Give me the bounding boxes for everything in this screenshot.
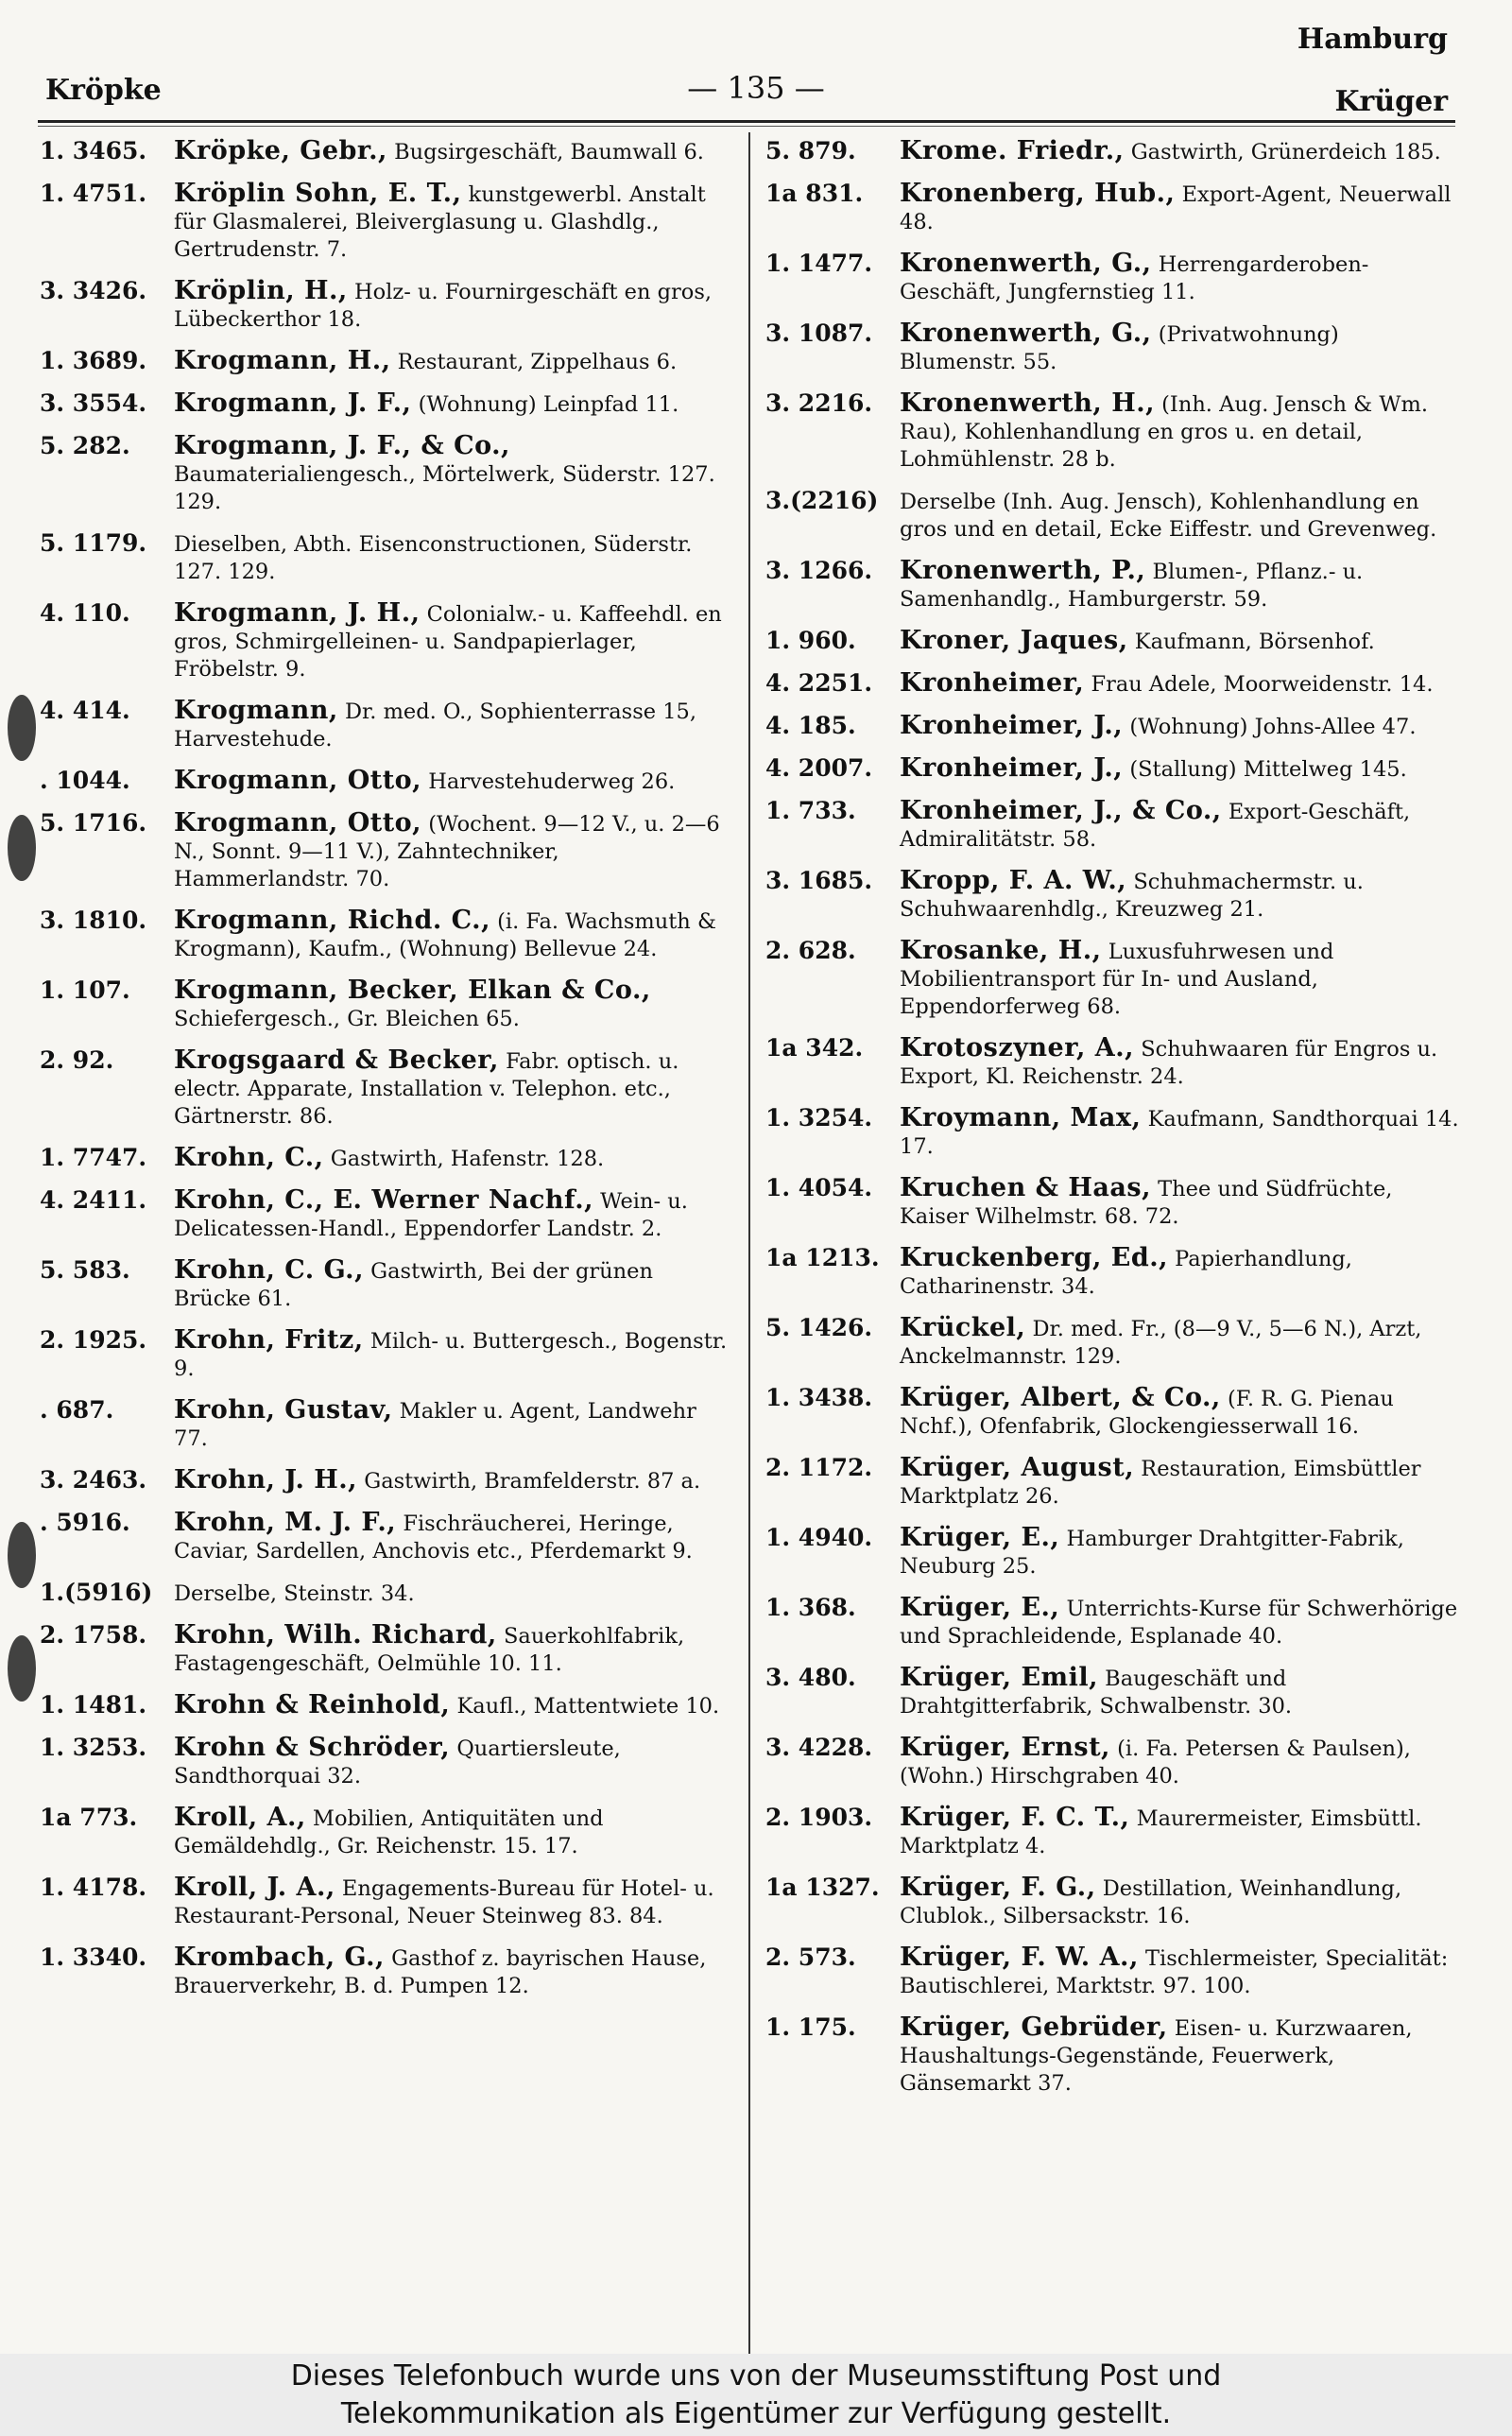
- entry-phone-number: 1. 3254.: [765, 1104, 873, 1132]
- entry-name: Krüger, Emil,: [900, 1663, 1099, 1692]
- directory-entry: [40, 697, 730, 753]
- entry-description: Tischlermeister, Specialität: Bautischlerei, Marktstr. 97. 100.: [900, 1946, 1449, 1998]
- directory-entry: [765, 1804, 1460, 1860]
- entry-name: Kronenwerth, G.,: [900, 319, 1152, 348]
- entry-description: Derselbe (Inh. Aug. Jensch), Kohlenhandlung en gros und en detail, Ecke Eiffestr. und Grevenweg.: [900, 490, 1437, 542]
- entry-name: Krohn, Fritz,: [174, 1325, 364, 1355]
- directory-entry: [765, 669, 1460, 699]
- directory-entry: [40, 1466, 730, 1495]
- entry-name: Krohn, C. G.,: [174, 1255, 364, 1285]
- page-header: [0, 0, 1512, 123]
- entry-description: kunstgewerbl. Anstalt für Glasmalerei, Bleiverglasung u. Glashdlg., Gertrudenstr. 7.: [174, 182, 706, 262]
- directory-entry: [765, 557, 1460, 613]
- entry-phone-number: 4. 414.: [40, 697, 130, 724]
- directory-entry: [40, 180, 730, 264]
- footer-notice: [0, 2354, 1512, 2436]
- entry-phone-number: 3. 2463.: [40, 1466, 147, 1494]
- right-column: [765, 137, 1460, 2111]
- entry-description: Makler u. Agent, Landwehr 77.: [174, 1399, 696, 1451]
- entry-phone-number: 5. 879.: [765, 137, 856, 164]
- directory-entry: [765, 1244, 1460, 1301]
- entry-description: Schuhwaaren für Engros u. Export, Kl. Reichenstr. 24.: [900, 1037, 1438, 1089]
- directory-entry: [40, 1186, 730, 1243]
- entry-phone-number: 1. 4751.: [40, 180, 147, 207]
- directory-entry: [40, 1874, 730, 1930]
- entry-phone-number: 3. 1685.: [765, 867, 873, 894]
- entry-name: Kronenwerth, P.,: [900, 556, 1146, 585]
- directory-entry: [765, 1384, 1460, 1441]
- entry-description: Thee und Südfrüchte, Kaiser Wilhelmstr. 68. 72.: [900, 1177, 1393, 1229]
- entry-name: Krogmann,: [174, 696, 338, 725]
- column-divider: [748, 132, 750, 2354]
- entry-description: Derselbe, Steinstr. 34.: [174, 1581, 415, 1606]
- entry-name: Krohn, J. H.,: [174, 1465, 358, 1494]
- binding-mark-2: [8, 815, 36, 881]
- entry-name: Kropp, F. A. W.,: [900, 866, 1127, 895]
- directory-entry: [40, 1509, 730, 1565]
- entry-phone-number: 1. 1477.: [765, 250, 873, 277]
- entry-phone-number: 3. 3426.: [40, 277, 147, 304]
- directory-entry: [765, 1874, 1460, 1930]
- entry-name: Kruchen & Haas,: [900, 1173, 1151, 1202]
- entry-phone-number: 1a 831.: [765, 180, 864, 207]
- directory-entry: [40, 1256, 730, 1313]
- directory-entry: [40, 277, 730, 334]
- entry-name: Krohn, C.,: [174, 1143, 324, 1172]
- directory-entry: [765, 754, 1460, 784]
- entry-phone-number: 1. 175.: [765, 2013, 856, 2041]
- entry-phone-number: 1.(5916): [40, 1579, 153, 1606]
- entry-phone-number: 1. 3465.: [40, 137, 147, 164]
- entry-phone-number: 1. 1481.: [40, 1691, 147, 1719]
- directory-entry: [765, 1174, 1460, 1231]
- entry-description: Gastwirth, Bei der grünen Brücke 61.: [174, 1259, 653, 1311]
- entry-phone-number: 1. 733.: [765, 797, 856, 824]
- directory-entry: [40, 809, 730, 893]
- entry-phone-number: 2. 1172.: [765, 1454, 873, 1481]
- entry-phone-number: 1. 4178.: [40, 1874, 147, 1901]
- directory-entry: [40, 767, 730, 796]
- entry-phone-number: 3. 1087.: [765, 320, 873, 347]
- entry-name: Krogmann, Otto,: [174, 766, 422, 795]
- entry-name: Krüger, E.,: [900, 1523, 1060, 1552]
- directory-entry: [765, 180, 1460, 236]
- directory-entry: [765, 487, 1460, 544]
- directory-entry: [40, 137, 730, 166]
- entry-phone-number: 1. 3438.: [765, 1384, 873, 1411]
- entry-description: Dr. med. Fr., (8—9 V., 5—6 N.), Arzt, Anckelmannstr. 129.: [900, 1317, 1422, 1369]
- entry-phone-number: 2. 1925.: [40, 1326, 147, 1354]
- entry-description: Harvestehuderweg 26.: [428, 769, 676, 794]
- entry-phone-number: 1a 342.: [765, 1034, 864, 1062]
- entry-description: (Wohnung) Leinpfad 11.: [418, 392, 679, 417]
- directory-entry: [40, 1579, 730, 1608]
- entry-phone-number: 3. 1810.: [40, 907, 147, 934]
- entry-description: Kaufmann, Börsenhof.: [1134, 630, 1375, 654]
- directory-entry: [765, 797, 1460, 854]
- directory-entry: [765, 1524, 1460, 1581]
- entry-description: Gastwirth, Hafenstr. 128.: [330, 1147, 605, 1171]
- entry-description: (Inh. Aug. Jensch & Wm. Rau), Kohlenhandlung en gros u. en detail, Lohmühlenstr. 28 b.: [900, 392, 1428, 472]
- directory-entry: [40, 432, 730, 516]
- directory-entry: [40, 1396, 730, 1453]
- directory-entry: [765, 1944, 1460, 2000]
- page-number: — 135 —: [687, 70, 825, 106]
- entry-description: Export-Agent, Neuerwall 48.: [900, 182, 1452, 234]
- entry-name: Kronenberg, Hub.,: [900, 179, 1176, 208]
- entry-phone-number: 5. 1426.: [765, 1314, 873, 1341]
- entry-description: Papierhandlung, Catharinenstr. 34.: [900, 1247, 1352, 1299]
- directory-entry: [765, 1664, 1460, 1720]
- entry-phone-number: . 1044.: [40, 767, 130, 794]
- entry-phone-number: 4. 110.: [40, 599, 130, 627]
- entry-description: Sauerkohlfabrik, Fastagengeschäft, Oelmühle 10. 11.: [174, 1624, 685, 1676]
- entry-phone-number: 3. 4228.: [765, 1734, 873, 1761]
- header-city: Hamburg: [1297, 23, 1448, 56]
- directory-entry: [40, 1046, 730, 1131]
- entry-name: Krogsgaard & Becker,: [174, 1045, 499, 1075]
- directory-entry: [765, 320, 1460, 376]
- entry-description: Gastwirth, Grünerdeich 185.: [1130, 140, 1441, 164]
- entry-description: Gasthof z. bayrischen Hause, Brauerverkehr, B. d. Pumpen 12.: [174, 1946, 707, 1998]
- footer-line-2: Telekommunikation als Eigentümer zur Verfügung gestellt.: [340, 2397, 1172, 2430]
- directory-entry: [40, 599, 730, 683]
- entry-phone-number: 5. 1716.: [40, 809, 147, 837]
- directory-entry: [765, 250, 1460, 306]
- entry-description: Hamburger Drahtgitter-Fabrik, Neuburg 25.: [900, 1527, 1404, 1579]
- entry-phone-number: 4. 2007.: [765, 754, 873, 782]
- entry-description: Herrengarderoben-Geschäft, Jungfernstieg 11.: [900, 252, 1369, 304]
- binding-mark-4: [8, 1635, 36, 1702]
- entry-description: Maurermeister, Eimsbüttl. Marktplatz 4.: [900, 1806, 1422, 1858]
- entry-description: Fischräucherei, Heringe, Caviar, Sardellen, Anchovis etc., Pferdemarkt 9.: [174, 1512, 693, 1564]
- directory-entry: [40, 976, 730, 1033]
- entry-description: Dieselben, Abth. Eisenconstructionen, Süderstr. 127. 129.: [174, 532, 693, 584]
- entry-description: Milch- u. Buttergesch., Bogenstr. 9.: [174, 1329, 728, 1381]
- directory-entry: [765, 137, 1460, 166]
- entry-name: Krüger, Albert, & Co.,: [900, 1383, 1221, 1412]
- entry-name: Krombach, G.,: [174, 1943, 385, 1972]
- entry-description: Export-Geschäft, Admiralitätstr. 58.: [900, 800, 1411, 852]
- entry-description: Restauration, Eimsbüttler Marktplatz 26.: [900, 1457, 1421, 1509]
- entry-phone-number: . 687.: [40, 1396, 114, 1424]
- entry-phone-number: 5. 1179.: [40, 529, 147, 557]
- entry-name: Krohn, Gustav,: [174, 1395, 393, 1425]
- directory-entry: [765, 712, 1460, 741]
- entry-phone-number: 2. 92.: [40, 1046, 114, 1074]
- entry-phone-number: 2. 573.: [765, 1944, 856, 1971]
- entry-description: Eisen- u. Kurzwaaren, Haushaltungs-Gegenstände, Feuerwerk, Gänsemarkt 37.: [900, 2016, 1413, 2096]
- entry-description: (i. Fa. Wachsmuth & Krogmann), Kaufm., (Wohnung) Bellevue 24.: [174, 909, 716, 961]
- entry-name: Krogmann, Richd. C.,: [174, 906, 490, 935]
- entry-name: Krogmann, Otto,: [174, 808, 422, 838]
- entry-name: Krüger, Ernst,: [900, 1733, 1110, 1762]
- entry-name: Krogmann, J. F.,: [174, 389, 412, 418]
- directory-entry: [40, 1144, 730, 1173]
- header-left-keyword: Kröpke: [45, 74, 162, 107]
- entry-description: Schiefergesch., Gr. Bleichen 65.: [174, 1007, 520, 1031]
- directory-entry: [765, 389, 1460, 474]
- entry-description: Holz- u. Fournirgeschäft en gros, Lübeckerthor 18.: [174, 280, 713, 332]
- entry-name: Kröpke, Gebr.,: [174, 136, 387, 165]
- entry-description: (Wochent. 9—12 V., u. 2—6 N., Sonnt. 9—11 V.), Zahntechniker, Hammerlandstr. 70.: [174, 812, 720, 891]
- entry-name: Kroll, J. A.,: [174, 1873, 335, 1902]
- entry-phone-number: 1. 960.: [765, 627, 856, 654]
- directory-entry: [765, 867, 1460, 924]
- entry-name: Kroner, Jaques,: [900, 626, 1128, 655]
- entry-name: Krüger, F. W. A.,: [900, 1943, 1139, 1972]
- directory-entry: [40, 1326, 730, 1383]
- entry-name: Krohn & Schröder,: [174, 1733, 451, 1762]
- entry-name: Krüger, August,: [900, 1453, 1135, 1482]
- directory-entry: [765, 1034, 1460, 1091]
- directory-entry: [40, 529, 730, 586]
- entry-name: Krogmann, H.,: [174, 346, 391, 375]
- directory-entry: [765, 1594, 1460, 1650]
- entry-phone-number: 1. 3253.: [40, 1734, 147, 1761]
- entry-phone-number: . 5916.: [40, 1509, 130, 1536]
- entry-name: Krome. Friedr.,: [900, 136, 1125, 165]
- entry-name: Kröplin, H.,: [174, 276, 348, 305]
- directory-entry: [40, 1691, 730, 1720]
- entry-phone-number: 1. 3340.: [40, 1944, 147, 1971]
- entry-description: Frau Adele, Moorweidenstr. 14.: [1091, 672, 1434, 697]
- entry-phone-number: 3. 1266.: [765, 557, 873, 584]
- entry-phone-number: 1a 1327.: [765, 1874, 880, 1901]
- entry-description: Engagements-Bureau für Hotel- u. Restaurant-Personal, Neuer Steinweg 83. 84.: [174, 1876, 714, 1928]
- directory-entry: [40, 347, 730, 376]
- entry-phone-number: 1. 107.: [40, 976, 130, 1004]
- entry-name: Kronheimer, J.,: [900, 753, 1124, 783]
- directory-entry: [765, 2013, 1460, 2098]
- entry-phone-number: 1a 773.: [40, 1804, 138, 1831]
- entry-name: Krüger, Gebrüder,: [900, 2013, 1168, 2042]
- entry-name: Krogmann, Becker, Elkan & Co.,: [174, 976, 651, 1005]
- directory-entry: [40, 907, 730, 963]
- entry-description: Bugsirgeschäft, Baumwall 6.: [394, 140, 704, 164]
- entry-description: Baugeschäft und Drahtgitterfabrik, Schwalbenstr. 30.: [900, 1667, 1293, 1719]
- entry-phone-number: 2. 1758.: [40, 1621, 147, 1649]
- directory-entry: [765, 1454, 1460, 1511]
- entry-description: Kaufmann, Sandthorquai 14. 17.: [900, 1107, 1459, 1159]
- directory-entry: [40, 1621, 730, 1678]
- entry-description: Kaufl., Mattentwiete 10.: [456, 1694, 720, 1719]
- entry-description: Destillation, Weinhandlung, Clublok., Silbersackstr. 16.: [900, 1876, 1402, 1928]
- entry-name: Kroymann, Max,: [900, 1103, 1142, 1132]
- entry-phone-number: 5. 282.: [40, 432, 130, 459]
- entry-phone-number: 1a 1213.: [765, 1244, 880, 1271]
- entry-description: Quartiersleute, Sandthorquai 32.: [174, 1736, 621, 1788]
- entry-name: Krohn, M. J. F.,: [174, 1508, 397, 1537]
- entry-phone-number: 1. 4940.: [765, 1524, 873, 1551]
- entry-phone-number: 4. 185.: [765, 712, 856, 739]
- entry-name: Krohn, Wilh. Richard,: [174, 1620, 497, 1650]
- entry-name: Krogmann, J. H.,: [174, 598, 421, 628]
- directory-entry: [40, 1804, 730, 1860]
- entry-name: Krogmann, J. F., & Co.,: [174, 431, 510, 460]
- entry-description: Baumaterialiengesch., Mörtelwerk, Süderstr. 127. 129.: [174, 462, 715, 514]
- entry-name: Kruckenberg, Ed.,: [900, 1243, 1168, 1272]
- entry-phone-number: 2. 1903.: [765, 1804, 873, 1831]
- entry-phone-number: 3.(2216): [765, 487, 879, 514]
- entry-description: Schuhmachermstr. u. Schuhwaarenhdlg., Kreuzweg 21.: [900, 870, 1364, 922]
- entry-phone-number: 1. 3689.: [40, 347, 147, 374]
- entry-description: Colonialw.- u. Kaffeehdl. en gros, Schmirgelleinen- u. Sandpapierlager, Fröbelstr. 9.: [174, 602, 722, 682]
- entry-description: (Stallung) Mittelweg 145.: [1129, 757, 1407, 782]
- entry-phone-number: 4. 2411.: [40, 1186, 147, 1214]
- entry-name: Kronenwerth, H.,: [900, 389, 1155, 418]
- entry-name: Kronheimer, J., & Co.,: [900, 796, 1222, 825]
- entry-name: Kroll, A.,: [174, 1803, 306, 1832]
- entry-name: Krosanke, H.,: [900, 936, 1102, 965]
- footer-line-1: Dieses Telefonbuch wurde uns von der Museumsstiftung Post und: [290, 2359, 1222, 2393]
- entry-description: Unterrichts-Kurse für Schwerhörige und Sprachleidende, Esplanade 40.: [900, 1597, 1458, 1649]
- entry-name: Krotoszyner, A.,: [900, 1033, 1135, 1063]
- entry-description: Restaurant, Zippelhaus 6.: [397, 350, 678, 374]
- entry-name: Krüger, F. C. T.,: [900, 1803, 1130, 1832]
- entry-name: Krohn & Reinhold,: [174, 1690, 451, 1719]
- directory-entry: [40, 1944, 730, 2000]
- directory-entry: [765, 1314, 1460, 1371]
- directory-entry: [765, 937, 1460, 1021]
- entry-description: Gastwirth, Bramfelderstr. 87 a.: [364, 1469, 701, 1494]
- entry-name: Kröplin Sohn, E. T.,: [174, 179, 462, 208]
- entry-phone-number: 3. 3554.: [40, 389, 147, 417]
- entry-name: Kronheimer, J.,: [900, 711, 1124, 740]
- entry-name: Krüger, F. G.,: [900, 1873, 1096, 1902]
- entry-description: Luxusfuhrwesen und Mobilientransport für In- und Ausland, Eppendorferweg 68.: [900, 940, 1334, 1019]
- entry-description: (F. R. G. Pienau Nchf.), Ofenfabrik, Glockengiesserwall 16.: [900, 1387, 1394, 1439]
- entry-name: Kronenwerth, G.,: [900, 249, 1152, 278]
- directory-entry: [765, 1734, 1460, 1790]
- entry-description: Wein- u. Delicatessen-Handl., Eppendorfer Landstr. 2.: [174, 1189, 688, 1241]
- entry-phone-number: 1. 4054.: [765, 1174, 873, 1201]
- entry-description: (i. Fa. Petersen & Paulsen), (Wohn.) Hirschgraben 40.: [900, 1736, 1411, 1788]
- binding-mark-3: [8, 1522, 36, 1588]
- entry-description: Fabr. optisch. u. electr. Apparate, Installation v. Telephon. etc., Gärtnerstr. 86.: [174, 1049, 679, 1129]
- entry-name: Kronheimer,: [900, 668, 1085, 698]
- header-right-keyword: Krüger: [1334, 85, 1448, 118]
- entry-description: (Privatwohnung) Blumenstr. 55.: [900, 322, 1339, 374]
- entry-name: Krüger, E.,: [900, 1593, 1060, 1622]
- header-rule-thin: [38, 126, 1455, 127]
- entry-description: (Wohnung) Johns-Allee 47.: [1129, 715, 1417, 739]
- entry-description: Mobilien, Antiquitäten und Gemäldehdlg., Gr. Reichenstr. 15. 17.: [174, 1806, 604, 1858]
- entry-phone-number: 2. 628.: [765, 937, 856, 964]
- directory-entry: [40, 1734, 730, 1790]
- entry-phone-number: 5. 583.: [40, 1256, 130, 1284]
- entry-name: Krohn, C., E. Werner Nachf.,: [174, 1185, 594, 1215]
- header-rule: [38, 120, 1455, 123]
- directory-entry: [765, 627, 1460, 656]
- directory-entry: [40, 389, 730, 419]
- entry-phone-number: 1. 368.: [765, 1594, 856, 1621]
- entry-description: Dr. med. O., Sophienterrasse 15, Harvestehude.: [174, 700, 697, 752]
- entry-phone-number: 1. 7747.: [40, 1144, 147, 1171]
- entry-description: Blumen-, Pflanz.- u. Samenhandlg., Hamburgerstr. 59.: [900, 560, 1364, 612]
- entry-phone-number: 4. 2251.: [765, 669, 873, 697]
- directory-entry: [765, 1104, 1460, 1161]
- entry-phone-number: 3. 480.: [765, 1664, 856, 1691]
- binding-mark-1: [8, 695, 36, 761]
- left-column: [40, 137, 730, 2013]
- entry-phone-number: 3. 2216.: [765, 389, 873, 417]
- entry-name: Krückel,: [900, 1313, 1026, 1342]
